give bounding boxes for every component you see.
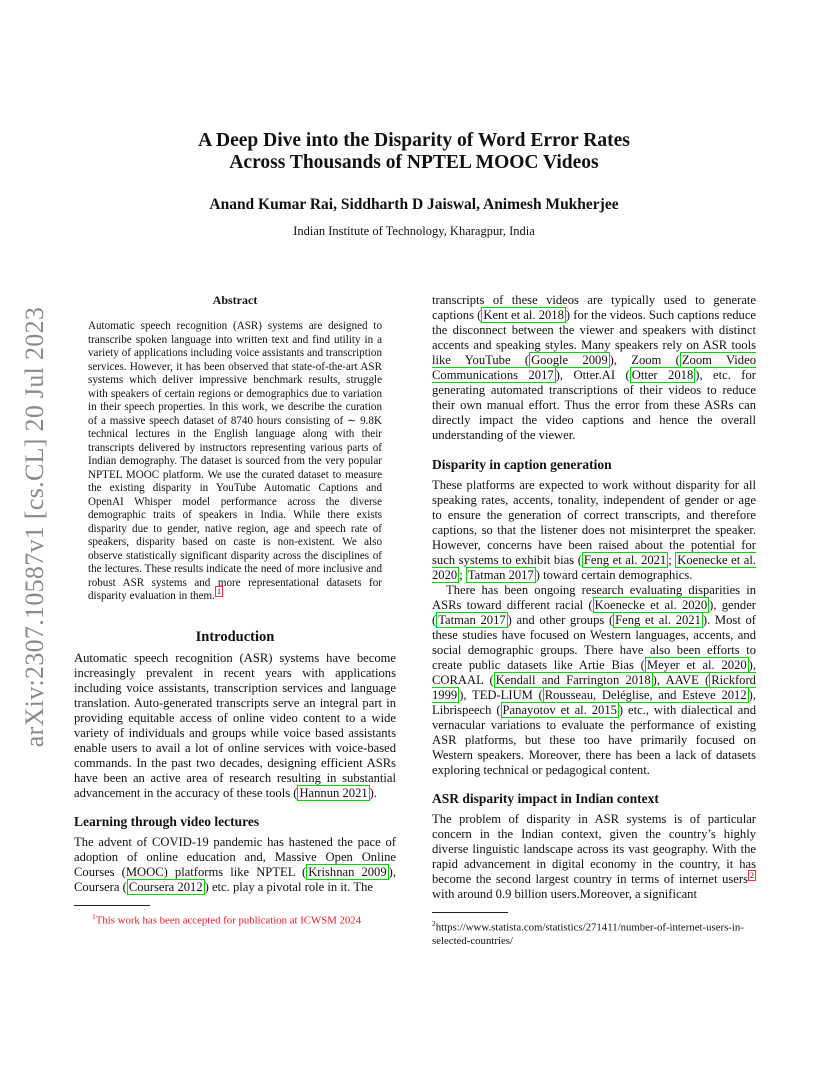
disparity-paragraph-1	[432, 478, 756, 583]
disp2-text: There has been ongoing research evaluating disparities in ASRs toward different racial (	[432, 583, 756, 612]
intro-text-end: ).	[369, 785, 378, 800]
disparity-heading: Disparity in caption generation	[432, 457, 612, 472]
title-line-2: Across Thousands of NPTEL MOOC Videos	[229, 152, 599, 173]
citation-kent[interactable]: Kent et al. 2018	[483, 308, 564, 322]
footnote-divider-2	[432, 912, 508, 913]
citation-google[interactable]: Google 2009	[531, 353, 608, 367]
citation-krishnan[interactable]: Krishnan 2009	[308, 864, 387, 879]
cont-text-4: ), Otter.AI (	[555, 368, 630, 382]
asr-impact-paragraph	[432, 812, 756, 902]
citation-meyer[interactable]: Meyer et al. 2020	[646, 658, 747, 672]
title-line-1: A Deep Dive into the Disparity of Word Error Rates	[198, 130, 630, 151]
arxiv-id-text: arXiv:2307.10587v1 [cs.CL] 20 Jul 2023	[20, 306, 49, 748]
cont-text-2: ) for the videos. Such captions reduce the disconnect between the viewer and speakers with distinct accents and speaking styles. Many speakers rely on ASR tools like YouTube (	[432, 308, 756, 367]
learning-text: The advent of COVID-19 pandemic has hastened the pace of adoption of online education and, Massive Open Online Courses (MOOC) platforms like NPTEL (	[74, 834, 396, 879]
learning-text-3: ) etc. play a pivotal role in it. The	[204, 879, 373, 894]
disp2-text-4: ). Most of these studies have focused on Western languages, accents, and social demographic groups. There have also been efforts to create public datasets like Artie Bias (	[432, 613, 757, 672]
abstract-section	[74, 293, 396, 604]
disp-text: These platforms are expected to work without disparity for all speaking rates, accents, tonality, independent of gender or age to ensure the generation of correct transcripts, and therefore captions, so that the listener does not misinterpret the speaker. However, concerns have been raised about the potential for such systems to exhibit bias (	[432, 478, 756, 567]
introduction-heading: Introduction	[195, 628, 275, 645]
paper-title	[0, 130, 828, 174]
citation-zoom[interactable]: Zoom Video Communications 2017	[432, 353, 756, 382]
footnote-2-mark: 2	[432, 919, 436, 928]
footnote-1	[74, 910, 396, 928]
footnote-divider	[74, 905, 150, 906]
citation-tatman[interactable]: Tatman 2017	[467, 568, 534, 582]
citation-kendall[interactable]: Kendall and Farrington 2018	[495, 673, 651, 687]
citation-feng[interactable]: Feng et al. 2021	[583, 553, 667, 567]
author-list: Anand Kumar Rai, Siddharth D Jaiswal, Animesh Mukherjee	[209, 196, 619, 213]
footnote-2-link[interactable]: 2	[750, 870, 754, 880]
abstract-heading: Abstract	[212, 293, 258, 307]
right-column	[432, 293, 756, 948]
citation-rickford[interactable]: Rickford 1999	[432, 673, 756, 702]
intro-text: Automatic speech recognition (ASR) systems have become increasingly prevalent in recent years with applications including voice assistants, transcription services and language translation. Auto-generated transcripts serve an integral part in providing equitable access of online video content to a wide variety of individuals and groups while voice based assistants enable users to avail a lot of online services with voice-based commands. In the past two decades, designing efficient ASRs have been an active area of research resulting in substantial advancement in the accuracy of these tools (	[74, 650, 396, 800]
citation-tatman-2[interactable]: Tatman 2017	[438, 613, 506, 627]
citation-rousseau[interactable]: Rousseau, Deléglise, and Esteve 2012	[544, 688, 747, 702]
cont-text-3: ), Zoom (	[609, 353, 680, 367]
disp-text-end: ) toward certain demographics.	[535, 568, 693, 582]
disp-sep: ;	[668, 553, 676, 567]
disp2-text-3: ) and other groups (	[507, 613, 614, 627]
disp2-text-7: ), TED-LIUM (	[459, 688, 543, 702]
footnote-1-text: This work has been accepted for publication at ICWSM 2024	[95, 914, 362, 927]
footnote-2	[432, 917, 756, 948]
learning-paragraph	[74, 835, 396, 895]
disp-sep-2: ;	[459, 568, 466, 582]
cont-text-5: ), etc. for generating automated transcriptions of their videos to reduce their own manual effort. Thus the error from these ASRs can directly impact the video captions and hence the overall understanding of the viewer.	[432, 368, 756, 442]
footnote-2-text: https://www.statista.com/statistics/271411/number-of-internet-users-in-selected-countries/	[432, 921, 744, 947]
asr-text-2: with around 0.9 billion users.Moreover, a significant	[432, 887, 697, 901]
abstract-body-text: Automatic speech recognition (ASR) systems are designed to transcribe spoken language into written text and find utility in a variety of applications including voice assistants and transcription services. However, it has been observed that state-of-the-art ASR systems which deliver impressive benchmark results, struggle with speakers of certain regions or demographics due to variation in their speech properties. In this work, we describe the curation of a massive speech dataset of 8740 hours consisting of ∼ 9.8K technical lectures in the English language along with their transcripts delivered by instructors representing various parts of Indian demography. The dataset is sourced from the very popular NPTEL MOOC platform. We use the curated dataset to measure the existing disparity in YouTube Automatic Captions and OpenAI Whisper model performance across the diverse demographic traits of speakers in India. While there exists disparity due to gender, native region, age and speech rate of speakers, disparity based on caste is non-existent. We also observe statistically significant disparity across the disciplines of the lectures. These results indicate the need of more inclusive and robust ASR systems and more representational datasets for disparity evaluation in them.	[88, 320, 382, 602]
citation-hannun[interactable]: Hannun 2021	[299, 785, 368, 800]
footnote-1-mark: 1	[92, 911, 96, 921]
arxiv-identifier-stamp	[0, 292, 70, 762]
citation-koenecke[interactable]: Koenecke et al. 2020	[432, 553, 757, 582]
citation-panayotov[interactable]: Panayotov et al. 2015	[502, 703, 617, 717]
citation-koenecke-2[interactable]: Koenecke et al. 2020	[594, 598, 708, 612]
citation-coursera[interactable]: Coursera 2012	[128, 879, 203, 894]
disp2-text-9: ) etc., with dialectical and vernacular variations to evaluate the performance of existing ASR platforms, but these too have primarily focused on Western speakers. Moreover, there has been a lack of datasets exploring technical or pedagogical content.	[432, 703, 756, 777]
title-block	[0, 130, 828, 239]
cont-text: transcripts of these videos are typically used to generate captions (	[432, 293, 756, 322]
asr-text: The problem of disparity in ASR systems is of particular concern in the Indian context, given the country’s highly diverse linguistic landscape across its vast geography. With the rapid advancement in digital economy in the country, it has become the second largest country in terms of internet users	[432, 812, 756, 886]
abstract-text	[88, 320, 382, 604]
citation-otter[interactable]: Otter 2018	[631, 368, 694, 382]
left-column	[74, 293, 396, 927]
affiliation: Indian Institute of Technology, Kharagpur, India	[293, 224, 535, 238]
citation-feng-2[interactable]: Feng et al. 2021	[615, 613, 701, 627]
asr-impact-heading: ASR disparity impact in Indian context	[432, 791, 659, 806]
disp2-text-5: ), CORAAL (	[432, 658, 757, 687]
learning-text-2: ), Coursera (	[74, 864, 396, 894]
introduction-paragraph	[74, 651, 396, 801]
learning-heading: Learning through video lectures	[74, 813, 260, 829]
disp2-text-2: ), gender (	[432, 598, 756, 627]
disp2-text-6: ), AAVE (	[652, 673, 710, 687]
disp2-text-8: ), Librispeech (	[432, 688, 756, 717]
footnote-1-link[interactable]: 1	[216, 587, 221, 597]
continuation-paragraph	[432, 293, 756, 443]
disparity-paragraph-2	[432, 583, 756, 778]
